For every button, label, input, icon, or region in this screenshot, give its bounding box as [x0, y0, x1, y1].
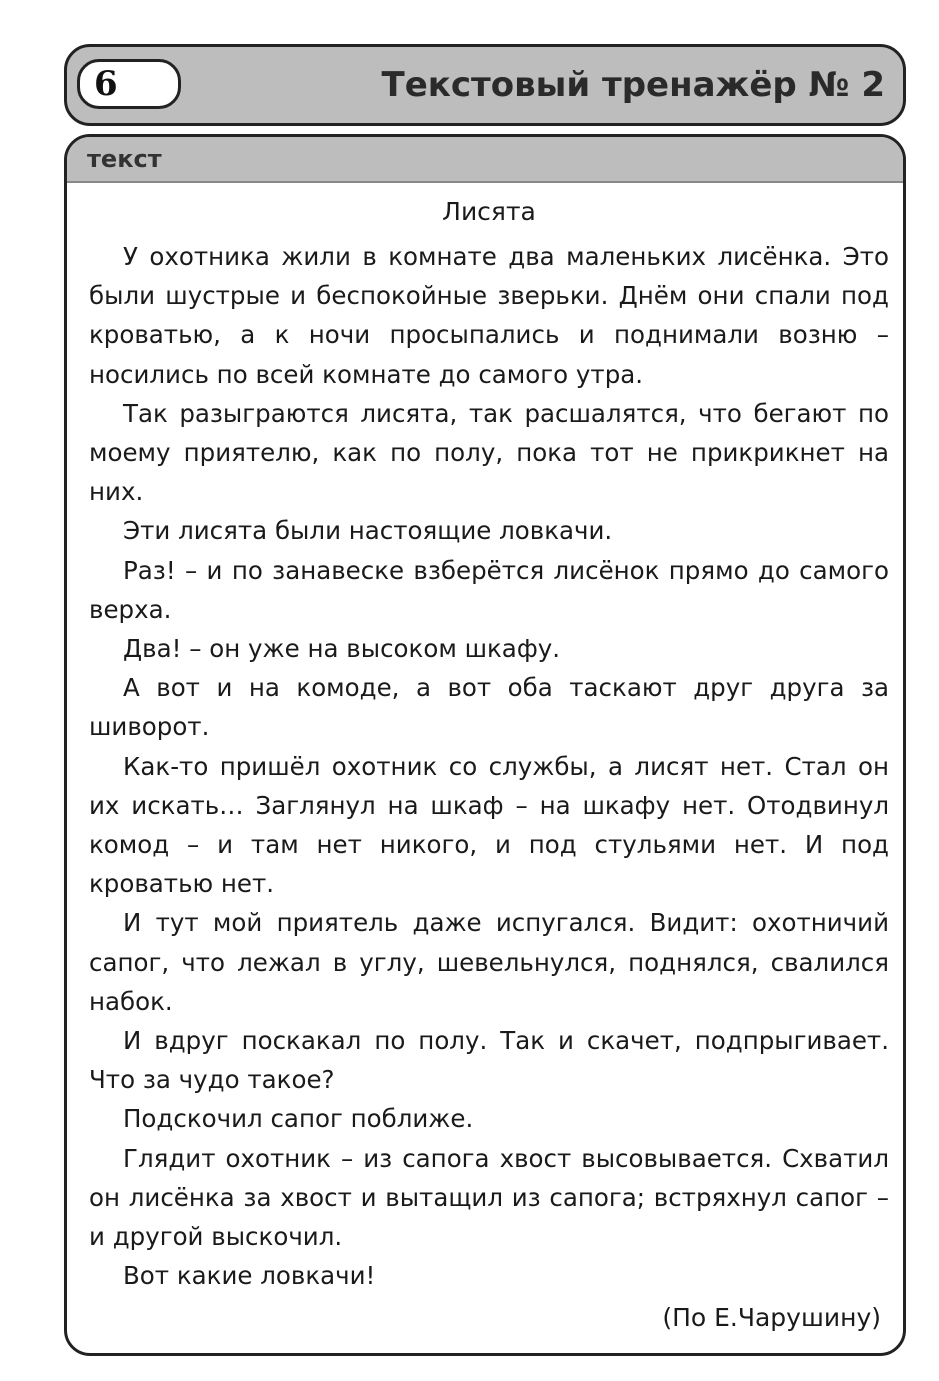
story-paragraph: И вдруг поскакал по полу. Так и скачет, подпрыгивает. Что за чудо такое?: [89, 1026, 889, 1095]
text-panel: [64, 134, 906, 1356]
page-title: Текстовый тренажёр № 2: [381, 65, 885, 105]
section-label: текст: [87, 145, 162, 173]
story-paragraph: А вот и на комоде, а вот оба таскают друг друга за шиворот.: [89, 673, 889, 742]
story-content: [89, 187, 889, 1343]
story-paragraph: Эти лисята были настоящие ловкачи.: [123, 516, 613, 546]
story-paragraph: Вот какие ловкачи!: [123, 1261, 376, 1291]
story-paragraph: Два! – он уже на высоком шкафу.: [123, 634, 561, 664]
header-bar: [64, 44, 906, 126]
story-title: Лисята: [442, 197, 536, 226]
story-paragraph: Как-то пришёл охотник со службы, а лисят нет. Стал он их искать… Заглянул на шкаф – на шкафу нет. Отодвинул комод – и там нет никого, и под стульями нет. И под кроватью нет.: [89, 751, 889, 899]
page-number: 6: [77, 59, 181, 109]
story-paragraph: Так разыграются лисята, так расшалятся, что бегают по моему приятелю, как по полу, пока тот не прикрикнет на них.: [89, 398, 889, 507]
story-paragraph: Глядит охотник – из сапога хвост высовывается. Схватил он лисёнка за хвост и вытащил из сапога; встряхнул сапог – и другой выскочил.: [89, 1143, 889, 1252]
story-paragraph: У охотника жили в комнате два маленьких лисёнка. Это были шустрые и беспокойные зверьки. Днём они спали под кроватью, а к ночи просыпались и поднимали возню – носились по всей комнате до самого утра.: [89, 242, 889, 389]
story-paragraph: Подскочил сапог поближе.: [123, 1104, 474, 1134]
section-header: [67, 137, 903, 183]
story-paragraph: Раз! – и по занавеске взберётся лисёнок прямо до самого верха.: [89, 555, 889, 624]
attribution: (По Е.Чарушину): [662, 1303, 881, 1333]
story-paragraph: И тут мой приятель даже испугался. Видит: охотничий сапог, что лежал в углу, шевельнулся, поднялся, свалился набок.: [89, 908, 889, 1016]
